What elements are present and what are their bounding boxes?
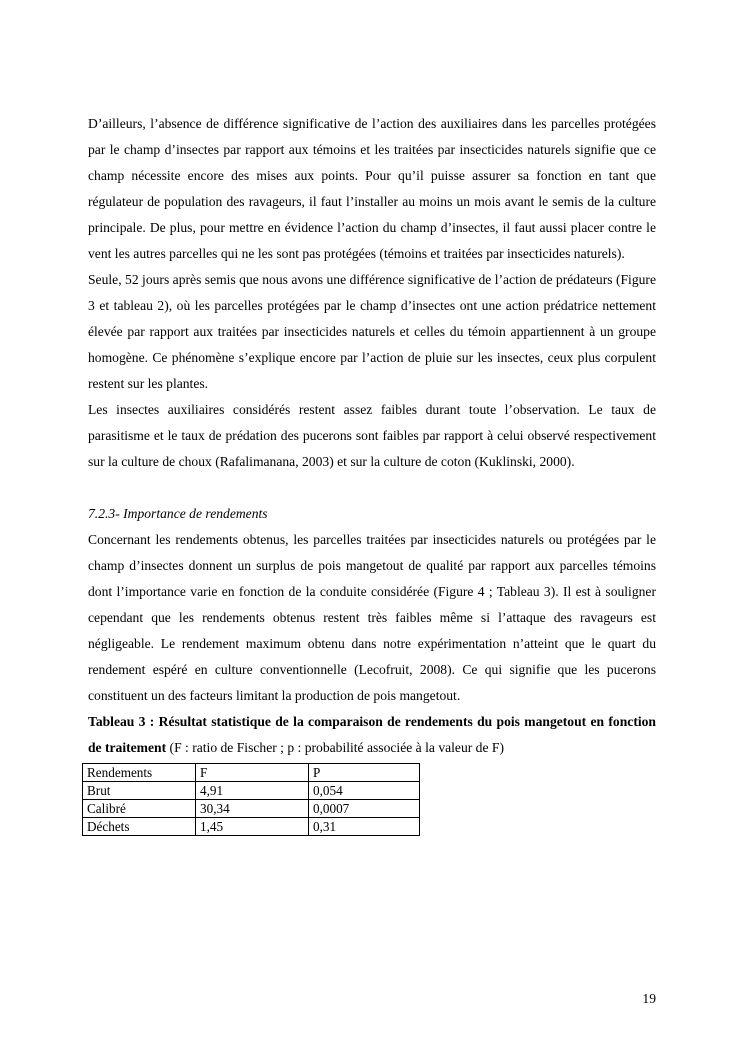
table-row: [83, 818, 420, 836]
table-cell: 0,054: [309, 782, 420, 800]
document-body: [88, 111, 656, 836]
table-row: [83, 782, 420, 800]
table-caption: [88, 709, 656, 761]
paragraph-3: Les insectes auxiliaires considérés restent assez faibles durant toute l’observation. Le taux de parasitisme et le taux de prédation des pucerons sont faibles par rapport à celui observé respectivement sur la culture de choux (Rafalimanana, 2003) et sur la culture de coton (Kuklinski, 2000).: [88, 402, 656, 469]
table-row: [83, 800, 420, 818]
table-cell: 0,0007: [309, 800, 420, 818]
table-cell: 30,34: [196, 800, 309, 818]
table-header-row: [83, 764, 420, 782]
page-number: 19: [642, 991, 656, 1006]
table-cell: Calibré: [83, 800, 196, 818]
paragraph-1: D’ailleurs, l’absence de différence significative de l’action des auxiliaires dans les parcelles protégées par le champ d’insectes par rapport aux témoins et les traitées par insecticides naturels signifie que ce champ nécessite encore des mises aux points. Pour qu’il puisse assurer sa fonction en tant que régulateur de population des ravageurs, il faut l’installer au moins un mois avant le semis de la culture principale. De plus, pour mettre en évidence l’action du champ d’insectes, il faut aussi placer contre le vent les autres parcelles qui ne les sont pas protégées (témoins et traitées par insecticides naturels).: [88, 116, 656, 261]
table-cell: Brut: [83, 782, 196, 800]
table-cell: 0,31: [309, 818, 420, 836]
table-cell: Déchets: [83, 818, 196, 836]
table-header-cell: F: [196, 764, 309, 782]
section-paragraph: Concernant les rendements obtenus, les parcelles traitées par insecticides naturels ou protégées par le champ d’insectes donnent un surplus de pois mangetout de qualité par rapport aux parcelles témoins dont l’importance varie en fonction de la conduite considérée (Figure 4 ; Tableau 3). Il est à souligner cependant que les rendements obtenus restent très faibles même si l’attaque des ravageurs est négligeable. Le rendement maximum obtenu dans notre expérimentation n’atteint que le quart du rendement espéré en culture conventionnelle (Lecofruit, 2008). Ce qui signifie que les pucerons constituent un des facteurs limitant la production de pois mangetout.: [88, 532, 656, 703]
table-header-cell: P: [309, 764, 420, 782]
table-caption-title: Tableau 3 : Résultat statistique de la comparaison de rendements du pois mangetout en fonction de traitement: [88, 714, 656, 755]
table-caption-note: (F : ratio de Fischer ; p : probabilité associée à la valeur de F): [166, 740, 504, 755]
paragraph-2: Seule, 52 jours après semis que nous avons une différence significative de l’action de prédateurs (Figure 3 et tableau 2), où les parcelles protégées par le champ d’insectes ont une action prédatrice nettement élevée par rapport aux traitées par insecticides naturels et celles du témoin appartiennent à un groupe homogène. Ce phénomène s’explique encore par l’action de pluie sur les insectes, ceux plus corpulent restent sur les plantes.: [88, 272, 656, 391]
table-header-cell: Rendements: [83, 764, 196, 782]
section-heading: 7.2.3- Importance de rendements: [88, 506, 268, 521]
results-table: [82, 763, 420, 836]
table-cell: 4,91: [196, 782, 309, 800]
table-cell: 1,45: [196, 818, 309, 836]
